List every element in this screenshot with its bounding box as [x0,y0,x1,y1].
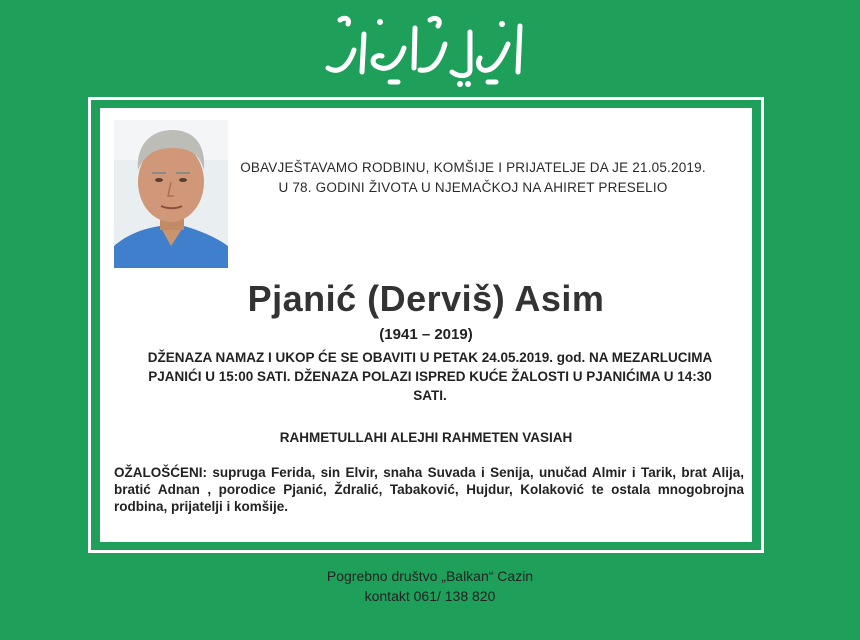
arabic-calligraphy-logo [320,14,540,92]
obituary-card [96,104,756,546]
mourners-list: supruga Ferida, sin Elvir, snaha Suvada i Senija, unučad Almir i Tarik, brat Alija, bratić Adnan , porodice Pjanić, Ždralić, Tabaković, Hujdur, Kolaković te ostala mnogobrojna rodbina, prijatelji i komšije. [114,465,744,514]
announcement-text: OBAVJEŠTAVAMO RODBINU, KOMŠIJE I PRIJATELJE DA JE 21.05.2019. U 78. GODINI ŽIVOTA U NJEMAČKOJ NA AHIRET PRESELIO [240,160,706,195]
life-years: (1941 – 2019) [379,326,473,343]
portrait-photo [114,120,228,268]
funeral-company: Pogrebno društvo „Balkan“ Cazin [326,568,534,584]
prayer-line: RAHMETULLAHI ALEJHI RAHMETEN VASIAH [279,430,573,445]
footer [0,566,860,606]
contact-phone: kontakt 061/ 138 820 [364,588,496,604]
mourners-label: OŽALOŠĆENI: [114,465,207,480]
deceased-name: Pjanić (Derviš) Asim [247,278,605,319]
mourners-paragraph [114,464,744,515]
funeral-details: DŽENAZA NAMAZ I UKOP ĆE SE OBAVITI U PETAK 24.05.2019. god. NA MEZARLUCIMA PJANIĆI U 15:00 SATI. DŽENAZA POLAZI ISPRED KUĆE ŽALOSTI U PJANIĆIMA U 14:30 SATI. [147,350,713,403]
